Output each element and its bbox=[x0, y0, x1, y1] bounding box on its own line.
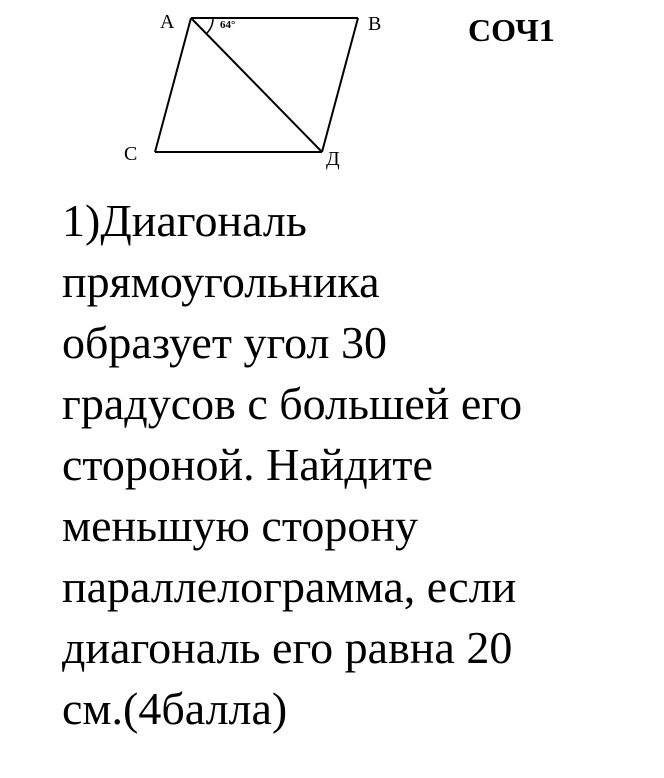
side-ca bbox=[155, 18, 191, 152]
problem-line: меньшую сторону bbox=[62, 500, 418, 551]
problem-line: см.(4балла) bbox=[62, 683, 288, 734]
problem-line: прямоугольника bbox=[62, 256, 380, 307]
vertex-label-c: C bbox=[124, 143, 138, 165]
problem-line: параллелограмма, если bbox=[62, 561, 517, 612]
side-bd bbox=[322, 18, 358, 152]
problem-line: образует угол 30 bbox=[62, 317, 388, 368]
angle-label: 64° bbox=[220, 19, 236, 31]
problem-text bbox=[62, 190, 652, 739]
angle-arc bbox=[206, 18, 213, 34]
vertex-label-a: A bbox=[160, 11, 175, 33]
assessment-code: СОЧ1 bbox=[468, 12, 555, 48]
diagonal-ad bbox=[191, 18, 322, 152]
vertex-label-b: B bbox=[368, 13, 382, 35]
problem-line: 1)Диагональ bbox=[62, 195, 307, 246]
vertex-label-d: Д bbox=[326, 148, 340, 170]
problem-line: диагональ его равна 20 bbox=[62, 622, 513, 673]
problem-line: стороной. Найдите bbox=[62, 439, 433, 490]
parallelogram-figure bbox=[0, 0, 420, 180]
problem-line: градусов с большей его bbox=[62, 378, 523, 429]
